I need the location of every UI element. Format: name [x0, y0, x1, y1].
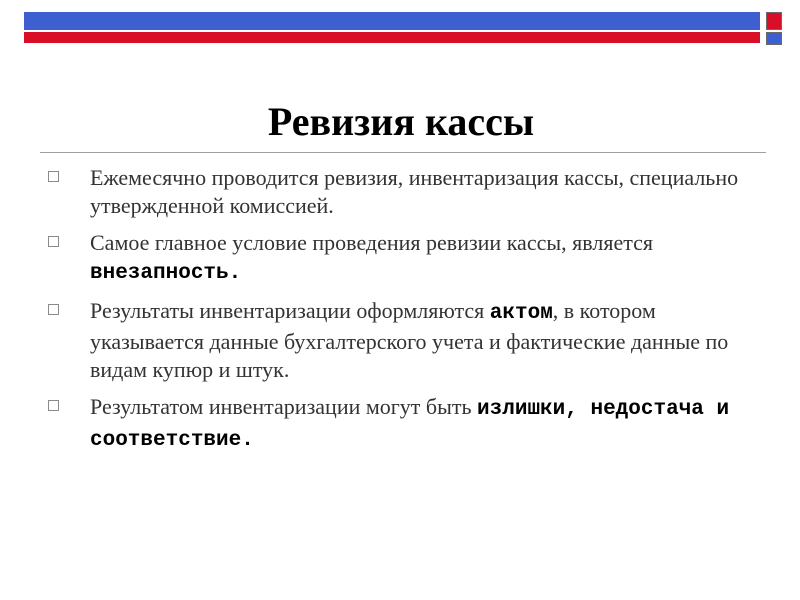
corner-blue-square: [766, 32, 782, 45]
bullet-item: [48, 229, 760, 288]
top-blue-bar: [24, 12, 760, 30]
bullet-list: [48, 164, 760, 464]
bullet-text: , в котором указывается данные бухгалтерского учета и фактические данные по видам купюр и штук.: [90, 298, 729, 382]
top-red-bar: [24, 32, 760, 43]
title-divider: [40, 152, 766, 153]
bullet-emphasis: актом: [489, 302, 553, 325]
square-bullet-icon: [48, 304, 59, 315]
square-bullet-icon: [48, 236, 59, 247]
bullet-emphasis: внезапность.: [90, 262, 242, 285]
bullet-item: [48, 164, 760, 220]
bullet-text: Результаты инвентаризации оформляются: [90, 298, 490, 323]
bullet-text: Ежемесячно проводится ревизия, инвентаризация кассы, специально утвержденной комиссией.: [90, 165, 739, 218]
bullet-item: [48, 297, 760, 384]
bullet-item: [48, 393, 760, 455]
bullet-text: Результатом инвентаризации могут быть: [90, 394, 478, 419]
corner-red-square: [766, 12, 782, 30]
square-bullet-icon: [48, 400, 59, 411]
bullet-emphasis: излишки, недостача и соответствие.: [90, 398, 730, 452]
slide-title: Ревизия кассы: [267, 99, 535, 144]
square-bullet-icon: [48, 171, 59, 182]
bullet-text: Самое главное условие проведения ревизии кассы, является: [90, 230, 653, 255]
